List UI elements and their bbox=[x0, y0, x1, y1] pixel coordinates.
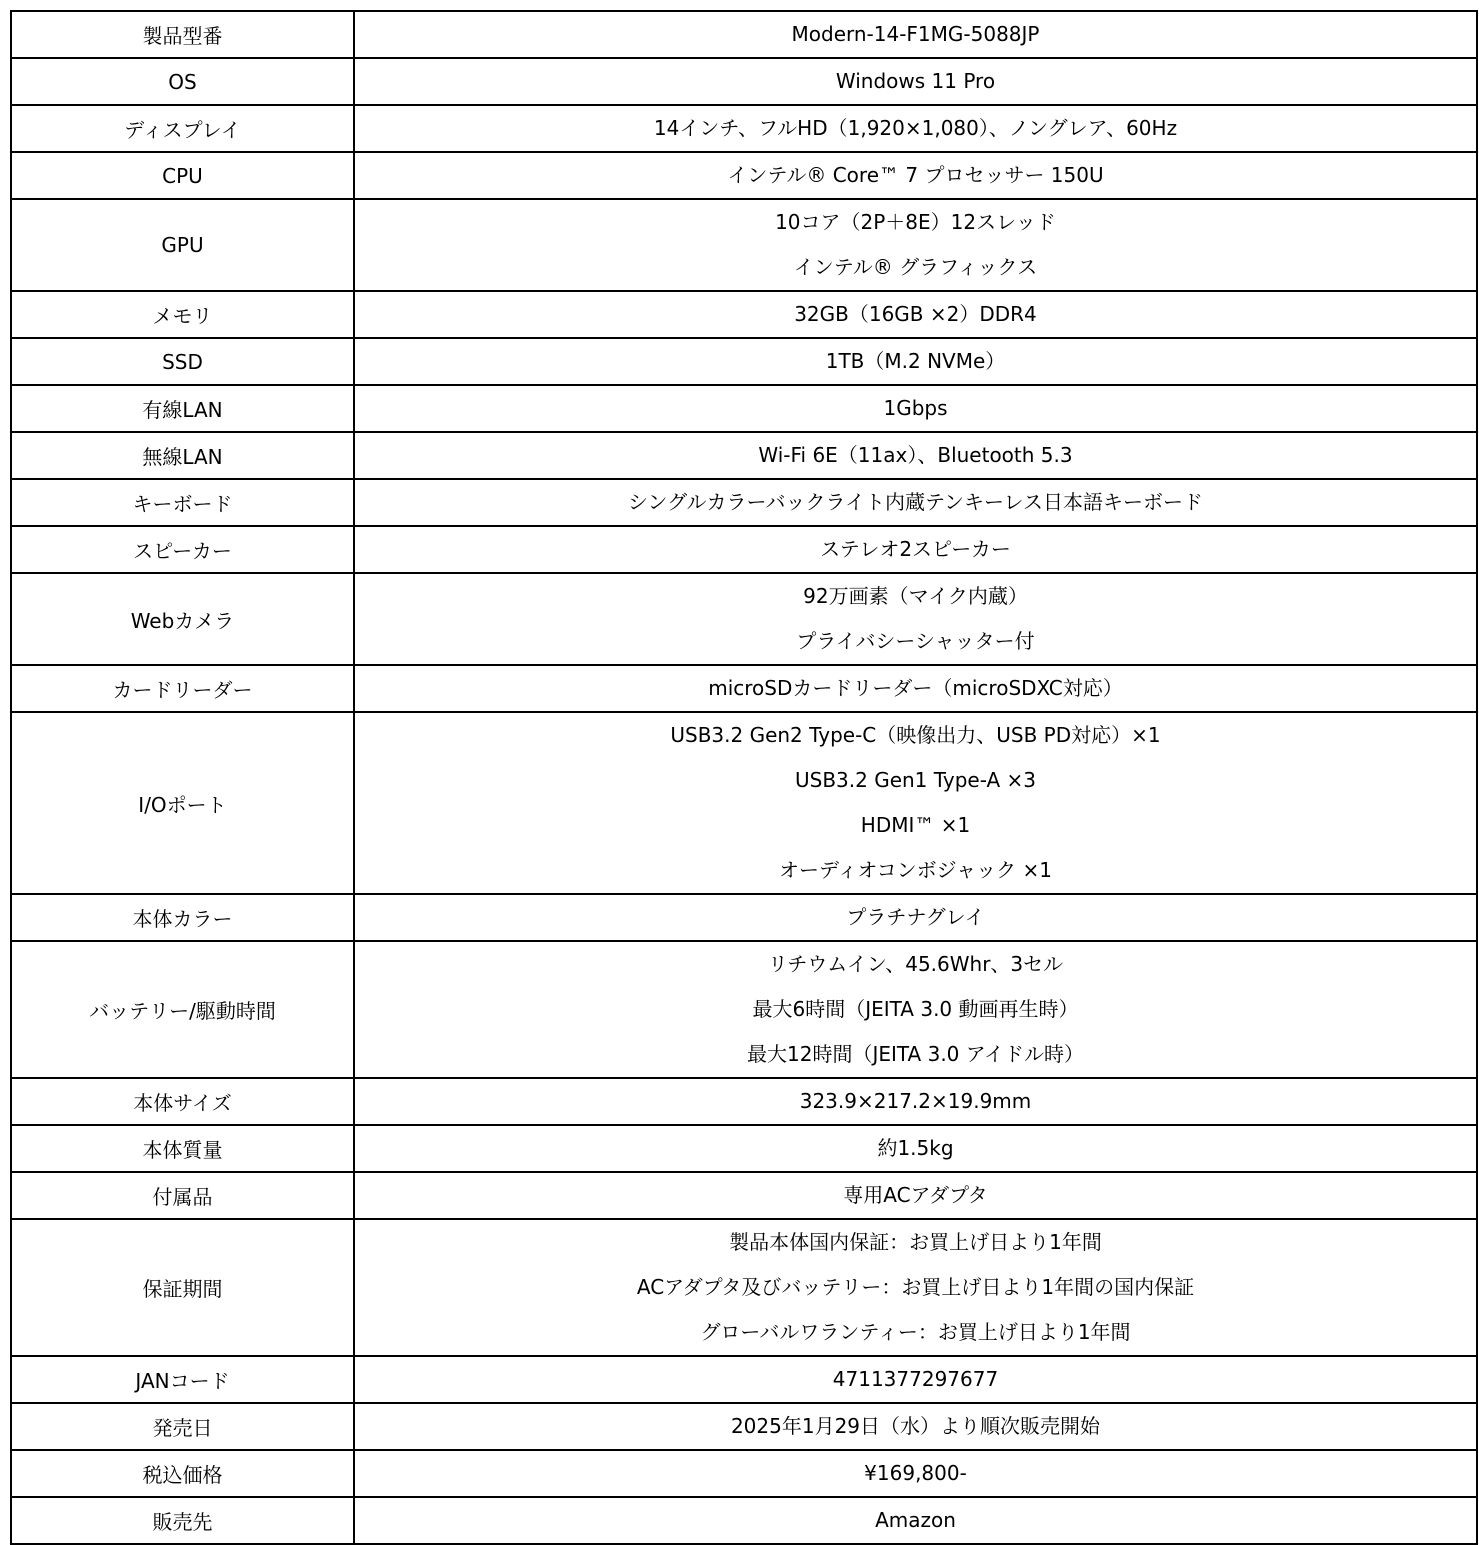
spec-label-cell bbox=[11, 1172, 354, 1219]
spec-value-line: 323.9×217.2×19.9mm bbox=[799, 1089, 1032, 1113]
spec-value-line: 10コア（2P＋8E）12スレッド bbox=[775, 210, 1056, 234]
spec-label: SSD bbox=[162, 349, 203, 374]
spec-value-cell bbox=[354, 105, 1477, 152]
spec-label-cell bbox=[11, 1078, 354, 1125]
spec-value-line: オーディオコンボジャック ×1 bbox=[778, 858, 1053, 882]
table-row bbox=[11, 573, 1477, 665]
table-row bbox=[11, 338, 1477, 385]
spec-value-line: 92万画素（マイク内蔵） bbox=[803, 584, 1028, 608]
spec-label-cell bbox=[11, 11, 354, 58]
spec-value-line: プライバシーシャッター付 bbox=[796, 629, 1035, 653]
spec-label-cell bbox=[11, 479, 354, 526]
spec-label-cell bbox=[11, 152, 354, 199]
spec-value-cell bbox=[354, 152, 1477, 199]
spec-label: 製品型番 bbox=[142, 24, 223, 48]
table-row bbox=[11, 199, 1477, 291]
spec-label-cell bbox=[11, 1219, 354, 1356]
table-row bbox=[11, 712, 1477, 894]
spec-label-cell bbox=[11, 573, 354, 665]
spec-label-cell bbox=[11, 526, 354, 573]
spec-label-cell bbox=[11, 58, 354, 105]
spec-label: I/Oポート bbox=[138, 792, 227, 817]
table-row bbox=[11, 1172, 1477, 1219]
table-row bbox=[11, 1450, 1477, 1497]
spec-label: スピーカー bbox=[133, 539, 232, 563]
spec-label: 有線LAN bbox=[142, 398, 223, 422]
spec-label: GPU bbox=[161, 233, 204, 257]
spec-label: ディスプレイ bbox=[124, 118, 241, 142]
spec-value-line: 4711377297677 bbox=[832, 1367, 999, 1391]
spec-value-line: USB3.2 Gen1 Type-A ×3 bbox=[794, 768, 1036, 792]
spec-label-cell bbox=[11, 1403, 354, 1450]
spec-value-cell bbox=[354, 385, 1477, 432]
spec-value-line: 専用ACアダプタ bbox=[843, 1183, 988, 1207]
spec-label-cell bbox=[11, 665, 354, 712]
spec-value-cell bbox=[354, 526, 1477, 573]
spec-value-line: プラチナグレイ bbox=[846, 905, 985, 929]
spec-value-cell bbox=[354, 1172, 1477, 1219]
spec-label: 保証期間 bbox=[142, 1277, 223, 1301]
table-row bbox=[11, 1356, 1477, 1403]
spec-value-line: インテル® グラフィックス bbox=[793, 255, 1038, 279]
spec-label-cell bbox=[11, 894, 354, 941]
spec-label: バッテリー/駆動時間 bbox=[89, 999, 276, 1023]
spec-value-line: ACアダプタ及びバッテリー：お買上げ日より1年間の国内保証 bbox=[636, 1275, 1195, 1299]
spec-label: CPU bbox=[162, 163, 203, 188]
spec-label: 付属品 bbox=[152, 1185, 213, 1209]
spec-value-line: 製品本体国内保証：お買上げ日より1年間 bbox=[729, 1230, 1102, 1254]
table-row bbox=[11, 152, 1477, 199]
spec-label: 本体カラー bbox=[132, 907, 233, 931]
table-row bbox=[11, 291, 1477, 338]
spec-value-line: シングルカラーバックライト内蔵テンキーレス日本語キーボード bbox=[628, 490, 1203, 514]
spec-label: キーボード bbox=[132, 492, 233, 516]
spec-label: 無線LAN bbox=[142, 445, 223, 469]
spec-label: 本体質量 bbox=[142, 1138, 223, 1162]
table-row bbox=[11, 1497, 1477, 1544]
spec-value-cell bbox=[354, 1219, 1477, 1356]
spec-value-line: 1Gbps bbox=[883, 396, 948, 420]
table-row bbox=[11, 526, 1477, 573]
table-row bbox=[11, 1078, 1477, 1125]
spec-value-line: ステレオ2スピーカー bbox=[820, 537, 1011, 561]
spec-value-cell bbox=[354, 199, 1477, 291]
spec-table-body bbox=[11, 11, 1477, 1544]
table-row bbox=[11, 11, 1477, 58]
spec-value-cell bbox=[354, 291, 1477, 338]
table-row bbox=[11, 385, 1477, 432]
table-row bbox=[11, 1219, 1477, 1356]
spec-value-line: 約1.5kg bbox=[877, 1136, 954, 1160]
spec-table bbox=[10, 10, 1478, 1545]
spec-label: メモリ bbox=[152, 304, 213, 328]
spec-value-line: 14インチ、フルHD（1,920×1,080）、ノングレア、60Hz bbox=[653, 116, 1178, 140]
spec-label: JANコード bbox=[135, 1369, 230, 1393]
spec-value-cell bbox=[354, 941, 1477, 1078]
spec-value-cell bbox=[354, 1403, 1477, 1450]
spec-value-line: 32GB（16GB ×2）DDR4 bbox=[794, 302, 1037, 326]
spec-value-line: グローバルワランティー：お買上げ日より1年間 bbox=[700, 1320, 1131, 1344]
spec-value-line: Modern-14-F1MG-5088JP bbox=[791, 22, 1040, 46]
spec-value-cell bbox=[354, 573, 1477, 665]
table-row bbox=[11, 105, 1477, 152]
spec-value-line: Windows 11 Pro bbox=[835, 69, 996, 93]
spec-value-cell bbox=[354, 665, 1477, 712]
spec-value-line: 最大6時間（JEITA 3.0 動画再生時） bbox=[752, 997, 1079, 1021]
spec-label: OS bbox=[168, 69, 197, 94]
spec-value-cell bbox=[354, 479, 1477, 526]
spec-label-cell bbox=[11, 432, 354, 479]
spec-value-cell bbox=[354, 1078, 1477, 1125]
spec-value-line: リチウムイン、45.6Whr、3セル bbox=[767, 952, 1064, 976]
table-row bbox=[11, 1125, 1477, 1172]
table-row bbox=[11, 941, 1477, 1078]
spec-value-line: microSDカードリーダー（microSDXC対応） bbox=[708, 676, 1123, 700]
spec-value-cell bbox=[354, 1497, 1477, 1544]
table-row bbox=[11, 894, 1477, 941]
spec-value-cell bbox=[354, 1356, 1477, 1403]
spec-label-cell bbox=[11, 105, 354, 152]
spec-label-cell bbox=[11, 712, 354, 894]
spec-label: 税込価格 bbox=[142, 1463, 223, 1487]
spec-value-cell bbox=[354, 1450, 1477, 1497]
spec-value-cell bbox=[354, 338, 1477, 385]
spec-value-line: 1TB（M.2 NVMe） bbox=[825, 349, 1006, 373]
spec-label: カードリーダー bbox=[112, 678, 253, 702]
spec-value-cell bbox=[354, 58, 1477, 105]
spec-label-cell bbox=[11, 291, 354, 338]
spec-value-line: 最大12時間（JEITA 3.0 アイドル時） bbox=[747, 1042, 1084, 1066]
spec-value-line: USB3.2 Gen2 Type-C（映像出力、USB PD対応）×1 bbox=[670, 723, 1161, 747]
spec-label: 発売日 bbox=[152, 1416, 213, 1440]
spec-label-cell bbox=[11, 1356, 354, 1403]
spec-label: 販売先 bbox=[152, 1510, 213, 1534]
spec-label: Webカメラ bbox=[130, 608, 235, 633]
table-row bbox=[11, 1403, 1477, 1450]
spec-value-cell bbox=[354, 1125, 1477, 1172]
spec-value-line: Amazon bbox=[875, 1508, 956, 1532]
table-row bbox=[11, 665, 1477, 712]
spec-value-line: 2025年1月29日（水）より順次販売開始 bbox=[730, 1414, 1101, 1438]
spec-value-line: ¥169,800- bbox=[864, 1461, 967, 1485]
spec-label-cell bbox=[11, 941, 354, 1078]
spec-value-line: HDMI™ ×1 bbox=[860, 813, 971, 837]
spec-label-cell bbox=[11, 338, 354, 385]
spec-value-cell bbox=[354, 712, 1477, 894]
spec-value-line: インテル® Core™ 7 プロセッサー 150U bbox=[727, 163, 1104, 187]
table-row bbox=[11, 432, 1477, 479]
table-row bbox=[11, 479, 1477, 526]
spec-label-cell bbox=[11, 1125, 354, 1172]
spec-label-cell bbox=[11, 1450, 354, 1497]
spec-label-cell bbox=[11, 199, 354, 291]
spec-value-line: Wi-Fi 6E（11ax）、Bluetooth 5.3 bbox=[758, 443, 1073, 467]
spec-label: 本体サイズ bbox=[133, 1091, 232, 1115]
spec-value-cell bbox=[354, 11, 1477, 58]
spec-value-cell bbox=[354, 432, 1477, 479]
spec-value-cell bbox=[354, 894, 1477, 941]
table-row bbox=[11, 58, 1477, 105]
spec-label-cell bbox=[11, 1497, 354, 1544]
spec-label-cell bbox=[11, 385, 354, 432]
